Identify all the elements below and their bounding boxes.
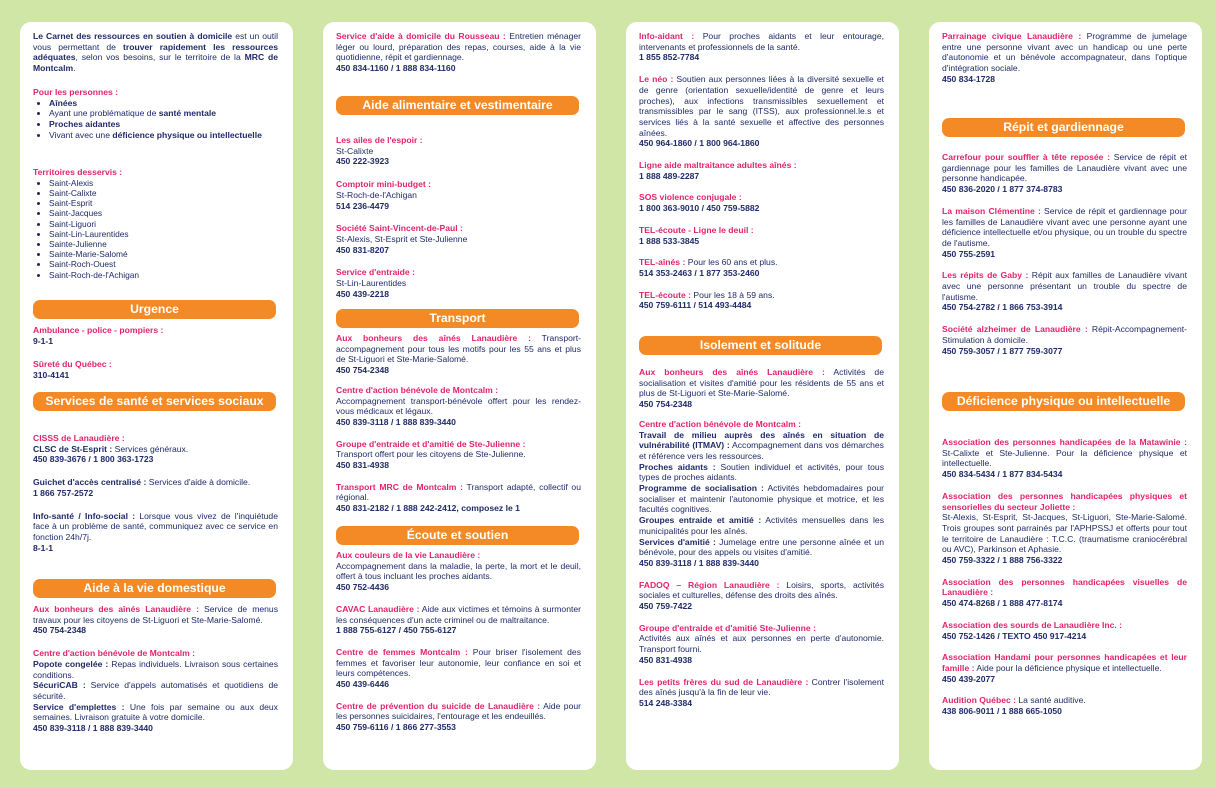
sante-block: [33, 433, 278, 553]
entry-phone: 450 834-1160 / 1 888 834-1160: [336, 63, 456, 74]
entry-name: Service d'entraide :: [336, 267, 415, 278]
entry-phone: 450 755-2591: [942, 248, 996, 259]
entry-desc: Contrer l'isolement des aînés jusqu'à la fin de leur vie.: [639, 676, 884, 698]
entry-phone: 450 834-5434 / 1 877 834-5434: [942, 469, 1063, 480]
panel-3: [626, 22, 899, 770]
entry-phone: 450 839-3118 / 1 888 839-3440: [336, 416, 456, 427]
entry-phone: 310-4141: [33, 370, 70, 381]
entry-phone: 438 806-9011 / 1 888 665-1050: [942, 706, 1062, 717]
entry-phone: 450 754-2782 / 1 866 753-3914: [942, 302, 1063, 313]
intro-part: .: [73, 63, 76, 74]
entry-phone: 450 834-1728: [942, 73, 996, 84]
entry-phone: 450 839-3676 / 1 800 363-1723: [33, 454, 154, 465]
entry-phone: 8-1-1: [33, 542, 54, 553]
persons-emph: santé mentale: [158, 108, 217, 119]
entry-name: Association des personnes handicapées physiques et sensorielles du secteur Joliette :: [942, 490, 1187, 512]
entry-name: Service d'aide à domicile du Rousseau :: [336, 31, 506, 41]
territory-item: • Saint-Jacques: [49, 208, 278, 218]
aide-alim-block: [336, 135, 581, 299]
entry-phone: 450 759-7422: [639, 601, 693, 612]
entry-phone: 450 759-3322 / 1 888 756-3322: [942, 555, 1063, 566]
entry-desc: Accompagnement dans vos démarches et référence vers les ressources.: [639, 440, 884, 461]
entry-desc: St-Lin-Laurentides: [336, 278, 407, 289]
territory-item: • Saint-Roch-de-l'Achigan: [49, 270, 278, 280]
entry-phone: 1 800 363-9010 / 450 759-5882: [639, 203, 760, 214]
entry-phone: 1 888 755-6127 / 450 755-6127: [336, 625, 457, 636]
entry-phone: 450 839-3118 / 1 888 839-3440: [33, 723, 153, 734]
entry-desc: Aide pour les personnes suicidaires, l'entourage et les endeuillés.: [336, 700, 581, 722]
entry-phone: 9-1-1: [33, 335, 54, 346]
entry-desc: Aide pour la déficience physique et intellectuelle.: [974, 662, 1162, 673]
persons-heading: Pour les personnes :: [33, 87, 119, 97]
panel-4: [929, 22, 1202, 770]
entry-phone: 450 754-2348: [33, 625, 87, 636]
entry-name: Centre de femmes Montcalm :: [336, 646, 468, 657]
persons-part: Ayant une problématique de: [49, 108, 159, 119]
entry-phone: 1 855 852-7784: [639, 52, 700, 63]
entry-desc: Service de répit et gardiennage pour les familles de Lanaudière vivant avec une personne ayant une déficience intellectuelle et/ou physique, ou un trouble du spectre de l'autisme.: [942, 205, 1187, 248]
entry-name: Centre d'action bénévole de Montcalm :: [336, 384, 499, 395]
entry-desc: Jumelage entre une personne aînée et un bénévole, pour des appels ou visites d'amitié.: [639, 536, 884, 558]
entry-name: Association des personnes handicapées visuelles de Lanaudière :: [942, 576, 1187, 598]
entry-desc: Service d'appels automatisés et quotidiens de sécurité.: [33, 680, 279, 701]
entry-label: Programme de socialisation :: [639, 483, 764, 494]
intro-text: [33, 31, 278, 74]
persons-item: • Proches aidantes: [49, 119, 278, 130]
entry-name: La maison Clémentine :: [942, 205, 1041, 216]
entry-phone: 514 248-3384: [639, 697, 693, 708]
entry-label: Info-santé / Info-social :: [33, 510, 136, 521]
territories-block: [33, 167, 278, 280]
entry-name: Parrainage civique Lanaudière :: [942, 31, 1082, 41]
entry-phone: 450 759-6111 / 514 493-4484: [639, 300, 752, 311]
entry-desc: Pour les 18 à 59 ans.: [691, 289, 775, 300]
entry-phone: 450 759-3057 / 1 877 759-3077: [942, 345, 1063, 356]
entry-desc: St-Calixte et Ste-Julienne. Pour la déficience physique et intellectuelle.: [942, 447, 1187, 469]
entry-desc: Activités hebdomadaires pour socialiser et maintenir l'autonomie physique et motrice, et les facultés cognitives.: [639, 483, 884, 515]
entry-name: Audition Québec :: [942, 695, 1016, 706]
entry-name: TEL-aînés :: [639, 257, 686, 268]
panel-2: [323, 22, 596, 770]
entry-phone: 450 752-1426 / TEXTO 450 917-4214: [942, 630, 1087, 641]
entry-phone: 450 439-6446: [336, 679, 390, 690]
entry-name: Les répits de Gaby :: [942, 270, 1029, 281]
intro-mrc: MRC de Montcalm: [33, 52, 278, 74]
entry-phone: 1 888 489-2287: [639, 170, 700, 181]
entry-label: Popote congelée :: [33, 658, 109, 669]
entry-phone: 450 439-2077: [942, 673, 996, 684]
territory-item: • Saint-Alexis: [49, 178, 278, 188]
section-aide-alim: Aide alimentaire et vestimentaire: [336, 96, 579, 115]
entry-desc: Services d'aide à domicile.: [146, 477, 251, 488]
entry-phone: 450 839-3118 / 1 888 839-3440: [639, 557, 759, 568]
territory-item: • Saint-Roch-Ouest: [49, 259, 278, 269]
entry-phone: 450 831-2182 / 1 888 242-2412, composez le 1: [336, 503, 520, 514]
entry-name: TEL-écoute - Ligne le deuil :: [639, 224, 754, 235]
territory-item: • Sainte-Julienne: [49, 239, 278, 249]
territories-heading: Territoires desservis :: [33, 167, 123, 177]
entry-desc: St-Alexis, St-Esprit, St-Jacques, St-Liguori, Ste-Marie-Salomé. Trois groupes sont parrainés par l'APHPSSJ et offerts pour tout le territoire de Lanaudière : T.C.C. (traumatisme craniocérébral ou AVC), Parkinson et Aphasie.: [942, 512, 1187, 555]
entry-phone: 514 236-4479: [336, 200, 390, 211]
entry-name: Aux bonheurs des aînés Lanaudière :: [639, 367, 825, 377]
persons-item: • Aînées: [49, 98, 278, 109]
section-repit: Répit et gardiennage: [942, 118, 1185, 137]
entry-name: SOS violence conjugale :: [639, 192, 742, 203]
section-deficience: Déficience physique ou intellectuelle: [942, 392, 1185, 411]
entry-name: Carrefour pour souffler à tête reposée :: [942, 152, 1110, 162]
section-urgence: Urgence: [33, 300, 276, 319]
entry-desc: Activités aux aînés et aux personnes en perte d'autonomie. Transport fourni.: [639, 633, 884, 655]
entry-phone: 450 831-4938: [639, 654, 693, 665]
entry-desc: Lorsque vous vivez de l'inquiétude face à un problème de santé, communiquez avec ce service en fonction 24h/7j.: [33, 510, 278, 542]
entry-name: Info-aidant :: [639, 31, 695, 41]
entry-desc: St-Roch-de-l'Achigan: [336, 189, 417, 200]
entry-phone: 1 888 533-3845: [639, 235, 700, 246]
territory-item: • Saint-Liguori: [49, 219, 278, 229]
entry-desc: Transport-accompagnement pour tous les motifs pour les 55 ans et plus de St-Liguori et Ste-Marie-Salomé.: [336, 333, 581, 365]
entry-label: Services d'amitié :: [639, 536, 716, 547]
entry-desc: Loisirs, sports, activités sociales et culturelles, défense des droits des aînés.: [639, 579, 884, 601]
section-ecoute: Écoute et soutien: [336, 526, 579, 545]
entry-desc: La santé auditive.: [1016, 695, 1086, 706]
entry-name: Transport MRC de Montcalm :: [336, 481, 463, 492]
entry-name: Société Saint-Vincent-de-Paul :: [336, 223, 463, 234]
transport-block: [336, 333, 581, 514]
entry-desc: Service de répit et gardiennage pour les familles de Lanaudière vivant avec une personne handicapée.: [942, 152, 1187, 184]
entry-label: Travail de milieu auprès des aînés en situation de vulnérabilité (ITMAV) :: [639, 429, 884, 451]
entry-name: Comptoir mini-budget :: [336, 179, 431, 190]
entry-desc: Transport offert pour les citoyens de Ste-Julienne.: [336, 449, 526, 460]
entry-desc: Service de menus travaux pour les citoyens de St-Liguori et Ste-Marie-Salomé.: [33, 604, 278, 625]
entry-phone: 450 831-4938: [336, 460, 390, 471]
entry-desc: Activités mensuelles dans les municipalités pour les aînés.: [639, 515, 884, 536]
entry-desc: Activités de socialisation et visites d'amitié pour les résidents de 55 ans et plus de St-Liguori et Ste-Marie-Salomé.: [639, 367, 884, 399]
entry-name: Groupe d'entraide et d'amitié de Ste-Julienne :: [336, 438, 526, 449]
persons-item: [49, 108, 278, 119]
entry-label: Guichet d'accès centralisé :: [33, 477, 147, 488]
ecoute-block: [336, 550, 581, 733]
panel-1: [20, 22, 293, 770]
entry-name: Ligne aide maltraitance adultes aînés :: [639, 160, 797, 171]
entry-desc: Une fois par semaine ou aux deux semaines. Livraison gratuite à votre domicile.: [33, 701, 278, 723]
entry-phone: 450 474-8268 / 1 888 477-8174: [942, 598, 1063, 609]
isolement-block: [639, 367, 884, 709]
rousseau-block: [336, 31, 581, 74]
entry-phone: 450 964-1860 / 1 800 964-1860: [639, 138, 760, 149]
entry-desc: Entretien ménager léger ou lourd, préparation des repas, courses, aide à la vie quotidienne, répit et gardiennage.: [336, 31, 581, 63]
entry-desc: Répit-Accompagnement-Stimulation à domicile.: [942, 324, 1187, 345]
entry-name: FADOQ – Région Lanaudière :: [639, 579, 780, 590]
entry-name: Association Handami pour personnes handicapées et leur famille :: [942, 652, 1187, 673]
entry-phone: 450 836-2020 / 1 877 374-8783: [942, 184, 1063, 195]
persons-block: [33, 87, 278, 141]
intro-title: Le Carnet des ressources en soutien à domicile: [33, 31, 233, 41]
entry-name: Les ailes de l'espoir :: [336, 135, 423, 145]
territory-item: • Saint-Calixte: [49, 188, 278, 198]
persons-item: [49, 130, 278, 141]
parrainage-block: [942, 31, 1187, 85]
entry-desc: Services généraux.: [112, 443, 189, 454]
entry-desc: Aide aux victimes et témoins à surmonter les conséquences d'un acte criminel ou de maltraitance.: [336, 603, 582, 625]
entry-desc: Programme de jumelage entre une personne vivant avec un handicap ou une perte d'autonomie et un bénévole accompagnateur, dans l'optique d'intégration sociale.: [942, 31, 1187, 74]
entry-name: Centre d'action bénévole de Montcalm :: [639, 418, 802, 429]
entry-desc: St-Alexis, St-Esprit et Ste-Julienne: [336, 233, 468, 244]
intro-emph: trouver rapidement les ressources adéquates: [33, 41, 278, 63]
entry-name: Ambulance - police - pompiers :: [33, 325, 164, 335]
entry-phone: 450 831-8207: [336, 244, 390, 255]
repit-block: [942, 152, 1187, 356]
section-sante: Services de santé et services sociaux: [33, 392, 276, 411]
entry-desc: St-Calixte: [336, 145, 374, 156]
entry-name: CISSS de Lanaudière :: [33, 433, 125, 443]
section-transport: Transport: [336, 309, 579, 328]
territory-item: • Saint-Esprit: [49, 198, 278, 208]
intro-part: est un outil vous permettant de: [33, 31, 278, 52]
entry-name: Centre d'action bénévole de Montcalm :: [33, 648, 196, 659]
entry-desc: Repas individuels. Livraison sous certaines conditions.: [33, 658, 278, 680]
urgence-block: [33, 325, 278, 381]
entry-name: Les petits frères du sud de Lanaudière :: [639, 676, 809, 687]
entry-phone: 450 754-2348: [639, 399, 693, 410]
entry-desc: Répit aux familles de Lanaudière vivant avec une personne présentant un trouble du spectre de l'autisme.: [942, 270, 1187, 302]
intro-part: , selon vos besoins, sur le territoire de la: [75, 52, 245, 63]
entry-name: Association des personnes handicapées de la Matawinie :: [942, 437, 1187, 447]
entry-label: Service d'emplettes :: [33, 701, 125, 712]
entry-name: Groupe d'entraide et d'amitié Ste-Julienne :: [639, 622, 816, 633]
entry-desc: Pour les 60 ans et plus.: [685, 257, 778, 268]
territory-item: • Saint-Lin-Laurentides: [49, 229, 278, 239]
entry-name: Sûreté du Québec :: [33, 359, 112, 370]
entry-name: CAVAC Lanaudière :: [336, 603, 420, 614]
section-isolement: Isolement et solitude: [639, 336, 882, 355]
entry-desc: Accompagnement dans la maladie, la perte, la mort et le deuil, offert à tous incluant les proches aidants.: [336, 560, 581, 582]
persons-part: Vivant avec une: [49, 129, 113, 140]
aide-vie-block: [33, 604, 278, 734]
entry-name: Aux couleurs de la vie Lanaudière :: [336, 550, 481, 560]
entry-label: Proches aidants :: [639, 461, 716, 472]
territories-list: [33, 178, 278, 280]
entry-desc: Transport adapté, collectif ou régional.: [336, 481, 581, 503]
persons-emph: déficience physique ou intellectuelle: [112, 129, 262, 140]
entry-phone: 450 222-3923: [336, 156, 390, 167]
entry-name: TEL-écoute :: [639, 289, 692, 300]
entry-label: CLSC de St-Esprit :: [33, 443, 113, 454]
ecoute-cont-block: [639, 31, 884, 311]
entry-label: SécuriCAB :: [33, 680, 86, 691]
entry-desc: Accompagnement transport-bénévole offert pour les rendez-vous médicaux et légaux.: [336, 395, 581, 417]
section-aide-vie: Aide à la vie domestique: [33, 579, 276, 598]
entry-desc: Soutien aux personnes liées à la diversité sexuelle et de genre (orientation sexuelle/identité de genre et leurs proches), aux infections transmissibles sexuellement et transmissibles par le sang (ITSS), aux professionnel.le.s et services liés à la santé sexuelle et affective des personnes aînées.: [639, 74, 884, 138]
entry-name: Aux bonheurs des aînés Lanaudière :: [33, 604, 199, 614]
entry-name: Société alzheimer de Lanaudière :: [942, 324, 1088, 335]
entry-phone: 514 353-2463 / 1 877 353-2460: [639, 267, 760, 278]
entry-name: Centre de prévention du suicide de Lanaudière :: [336, 700, 541, 711]
entry-phone: 450 439-2218: [336, 288, 390, 299]
entry-phone: 450 752-4436: [336, 582, 390, 593]
entry-name: Aux bonheurs des aînés Lanaudière :: [336, 333, 531, 343]
entry-desc: Soutien individuel et activités, pour tous types de proches aidants.: [639, 461, 884, 483]
entry-name: Le néo :: [639, 74, 674, 85]
entry-desc: Pour proches aidants et leur entourage, intervenants et professionnels de la santé.: [639, 31, 884, 52]
entry-phone: 450 759-6116 / 1 866 277-3553: [336, 722, 456, 733]
entry-desc: Pour briser l'isolement des femmes et favoriser leur autonomie, leur confiance en soi et leurs compétences.: [336, 646, 581, 679]
territory-item: • Sainte-Marie-Salomé: [49, 249, 278, 259]
entry-label: Groupes entraide et amitié :: [639, 515, 762, 526]
entry-phone: 1 866 757-2572: [33, 487, 94, 498]
deficience-block: [942, 437, 1187, 717]
entry-name: Association des sourds de Lanaudière Inc. :: [942, 619, 1123, 630]
entry-phone: 450 754-2348: [336, 365, 390, 376]
